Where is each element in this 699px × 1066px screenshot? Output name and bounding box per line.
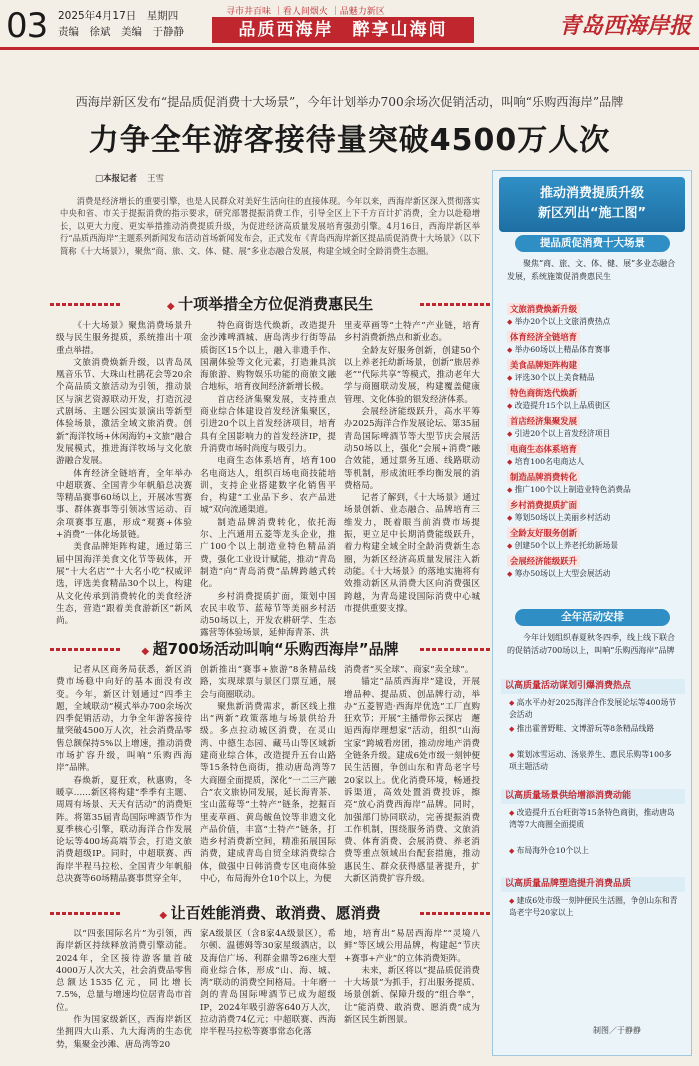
paragraph: 消费者“买全球”、商家“卖全球”。	[344, 665, 474, 675]
scene-tag: 制造品牌消费转化	[507, 471, 580, 483]
plan-bullet: ◆ 策划冰雪运动、汤泉养生、惠民乐购等100多项主题活动	[509, 749, 679, 773]
plan-subheading: 以高质量场景供给增添消费动能	[501, 789, 685, 804]
scene-body: ◆ 筹划50场以上美丽乡村活动	[507, 512, 682, 524]
header-banner: 品质西海岸 醉享山海间	[212, 17, 474, 43]
scene-body: ◆ 培育100名电商达人	[507, 456, 682, 468]
scene-body: ◆ 筹办50场以上大型会展活动	[507, 568, 682, 580]
scene-item	[507, 381, 682, 412]
scene-item	[507, 325, 682, 356]
scene-tag: 电商生态体系培育	[507, 443, 580, 455]
scene-body: ◆ 举办20个以上文旅消费热点	[507, 316, 682, 328]
plan-subheading: 以高质量活动谋划引爆消费热点	[501, 679, 685, 694]
paragraph: 地，培育出“易居西海岸”“灵境八鲜”等区域公用品牌，构建起“节庆+赛事+产业”的立体消费矩阵。	[344, 929, 480, 964]
sidebar-title-line: 新区列出“施工图”	[537, 206, 647, 221]
plan-bullet: ◆ 推出霍普野畦、文博游玩等8条精品线路	[509, 723, 679, 735]
plan-intro: 今年计划组织春夏秋冬四季，线上线下联合的促销活动700场以上，叫响“乐购西海岸”品牌	[507, 633, 675, 655]
scene-tag: 会展经济能级跃升	[507, 555, 580, 567]
paragraph: 未来，新区将以“提品质促消费十大场景”为抓手，打出服务提质、场景创新、保障升级的“组合拳”，让“能消费、敢消费、愿消费”成为新区民生新图景。	[344, 965, 480, 1026]
paragraph: 《十大场景》聚焦消费场景升级与民生服务提质，系统推出十项重点举措。	[56, 321, 192, 356]
scene-item	[507, 493, 682, 524]
paragraph: 全龄友好服务创新，创建50个以上养老托幼新场景，创新“旅居养老”“代际共享”等模式，推动老年大学与商圈联动发展，构建覆盖健康管理、文化体验的银发经济体系。	[344, 345, 480, 405]
paragraph: 乡村消费提质扩面，策划中国农民丰收节、蓝莓节等美丽乡村活动50场以上，开发农耕研学、生态露营等体验场景，延伸海青茶、洪	[200, 591, 336, 639]
section-heading-2	[50, 638, 490, 660]
sidebar-infographic	[492, 170, 692, 1056]
paragraph: 制造品牌消费转化，依托海尔、上汽通用五菱等龙头企业，推广100个以上制造业特色精品消费，强化工业设计赋能，推动“青岛制造”向“青岛消费”品牌跨越式转化。	[200, 517, 336, 590]
scene-item	[507, 409, 682, 440]
masthead	[0, 0, 699, 50]
scene-body: ◆ 改造提升15个以上品质街区	[507, 400, 682, 412]
scene-tag: 首店经济集聚发展	[507, 415, 580, 427]
scene-body: ◆ 评选30个以上美食精品	[507, 372, 682, 384]
paragraph: 文旅消费焕新升级，以青岛凤凰音乐节、大珠山杜鹃花会等20余个高品质文旅活动为引领，推动景区与演艺资源联动开发，打造沉浸式剧场、主题公园实景演出等新型体验场景，激活全域文旅消费。创新“海洋牧场+休闲海钓+文旅”融合发展模式，推进海洋牧场与文化旅游融合发展。	[56, 357, 192, 467]
editor-credits: 责编 徐斌 美编 于静静	[58, 26, 184, 38]
scene-item	[507, 521, 682, 552]
issue-date: 2025年4月17日 星期四	[58, 10, 179, 22]
plan-subheading: 以高质量品牌塑造提升消费品质	[501, 877, 685, 892]
paragraph: 记者从区商务局获悉，新区消费市场稳中向好的基本面没有改变。今年，新区计划通过“四季主题，全域联动”模式举办700余场次四季促销活动，力争全年游客接待量突破4500万人次，社会消费品零售总额保持5%以上增速，推动消费市场扩容升级，叫响“乐购西海岸”品牌。	[56, 665, 192, 774]
scene-tag: 乡村消费提质扩面	[507, 499, 580, 511]
sidebar-pill-scenes: 提品质促消费十大场景	[515, 235, 670, 252]
section-3-column-1	[56, 928, 192, 1058]
section-2-column-3	[344, 664, 480, 884]
newspaper-logo: 青岛西海岸报	[558, 13, 691, 39]
scene-item	[507, 465, 682, 496]
section-heading-1	[50, 293, 490, 315]
plan-bullet: ◆ 高水平办好2025海洋合作发展论坛等400场节会活动	[509, 697, 679, 721]
section-heading-3-text: ◆ 让百姓能消费、敢消费、愿消费	[159, 904, 380, 922]
paragraph: 锚定“品质西海岸”建设，开展增品种、提品质、创品牌行动，举办“五菱智造·西海岸优选”工厂直购狂欢节；开展“主播带你云探店 邂逅西海岸理想家”活动，组织“山海宝家”跨城看房团，推动房地产消费全链条升级。建成6处市级一刻钟便民生活圈，争创山东和青岛老字号20家以上。优化消费环境，畅通投诉渠道，高效处置消费投诉，擦亮“放心消费西海岸”品牌。同时，加强部门协同联动，完善提振消费工作机制，围绕服务消费、文旅消费、体育消费、会展消费、养老消费等重点领域出台配套措施，推动惠民生、群众获得感显著提升，扩大新区消费扩容升级。	[344, 677, 480, 885]
sidebar-pill-plan: 全年活动安排	[515, 609, 670, 626]
scene-tag: 全龄友好服务创新	[507, 527, 580, 539]
section-3-column-2	[200, 928, 336, 1058]
paragraph: 春焕新，夏狂欢，秋惠购，冬暖享……新区将构建“季季有主题、周周有场景、天天有活动”的消费矩阵。将第35届青岛国际啤酒节作为夏季核心引擎，联动海洋合作发展论坛等400场高端节会，打造文旅消费超级IP。同时，中超联赛、西海岸半程马拉松、全国青少年帆船总决赛等60场精品赛事贯穿全年，	[56, 775, 192, 885]
byline-name: 王雪	[147, 174, 165, 184]
paragraph: 美食品牌矩阵构建，通过第三届中国海洋美食文化节等载体，开展“十大名店”“十大名小吃”权威评选，评选美食精品30个以上，构建从文化传承到消费转化的美食经济生态，营造“跟着美食游新区”新风尚。	[56, 542, 192, 627]
byline	[95, 172, 164, 184]
header-slogans: 寻市井百味 ｜看人间烟火 ｜品魅力新区	[226, 7, 385, 17]
paragraph: 家A级景区（含8家4A级景区），希尔顿、温德姆等30家星级酒店，以及海信广场、利群金鼎等26座大型商业综合体，形成“山、海、城、湾”联动的消费空间格局。十年磨一剑的青岛国际啤酒节已成为超级IP，2024年吸引游客640万人次，拉动消费74亿元；中超联赛、西海岸半程马拉松等赛事常态化落	[200, 929, 336, 1038]
scene-body: ◆ 创建50个以上养老托幼新场景	[507, 540, 682, 552]
section-2-column-1	[56, 664, 192, 884]
article-kicker: 西海岸新区发布“提品质促消费十大场景”，今年计划举办700余场次促销活动，叫响“乐购西海岸”品牌	[75, 95, 624, 109]
scene-body: ◆ 引进20个以上首发经济项目	[507, 428, 682, 440]
paragraph: 创新推出“赛事+旅游”8条精品线路，实现球票与景区门票互通，展会与商圈联动。	[200, 665, 336, 700]
article-title: 力争全年游客接待量突破4500万人次	[88, 123, 611, 158]
plan-bullet: ◆ 改造提升五台旺街等15条特色商街，推动唐岛湾等7大商圈全面提质	[509, 807, 679, 831]
paragraph: 作为国家级新区，西海岸新区坐拥四大山系、九大海湾的生态优势，集聚金沙滩、唐岛湾等20	[56, 1015, 192, 1050]
section-1-column-1	[56, 320, 192, 627]
section-3-column-3	[344, 928, 480, 1058]
header-info	[58, 8, 184, 40]
paragraph: 电商生态体系培育，培育100名电商达人，组织百场电商技能培训，支持企业搭建数字化销售平台，构建“工业品下乡、农产品进城”双向流通渠道。	[200, 456, 336, 516]
scene-tag: 体育经济全链培育	[507, 331, 580, 343]
scene-tag: 文旅消费焕新升级	[507, 303, 580, 315]
sidebar-title-line: 推动消费提质升级	[539, 186, 644, 201]
sidebar-intro: 聚焦“商、旅、文、体、健、展”多业态融合发展，系统施策促消费惠民生	[507, 259, 676, 281]
scene-tag: 美食品牌矩阵构建	[507, 359, 580, 371]
scene-body: ◆ 举办60场以上精品体育赛事	[507, 344, 682, 356]
section-1-column-3	[344, 320, 480, 620]
paragraph: 会展经济能级跃升，高水平筹办2025海洋合作发展论坛、第35届青岛国际啤酒节等大型节庆会展活动50场以上，强化“会展+消费”融合效能，通过票务互通、线路联动等机制，形成流旺季均衡发展的消费格局。	[344, 407, 480, 491]
scene-item	[507, 353, 682, 384]
section-heading-1-text: ◆ 十项举措全方位促消费惠民生	[167, 295, 373, 313]
byline-label: □本报记者	[95, 174, 138, 184]
paragraph: 记者了解到，《十大场景》通过场景创新、业态融合、品牌培育三维发力，既着眼当前消费市场提振，更立足中长期消费能级跃升，着力构建全域全时全龄消费新生态圈，为新区经济高质量发展注入新动能。《十大场景》的落地实施将有效推动新区从消费大区向消费强区跨越，为青岛建设国际消费中心城市提供重要支撑。	[344, 493, 480, 614]
scene-item	[507, 437, 682, 468]
paragraph: 体育经济全链培育，全年举办中超联赛、全国青少年帆船总决赛等精品赛事60场以上，开展冰雪赛事、群体赛事等引领冰雪运动、百余项赛事互惠，形成“观赛+体验+消费”一体化场景链。	[56, 468, 192, 541]
graphic-credit: 制图／于静静	[593, 1026, 641, 1035]
scene-item	[507, 549, 682, 580]
paragraph: 以“四张国际名片”为引领，西海岸新区持续释放消费引擎动能。2024年，全区接待游客量首破4000万人次大关，社会消费品零售总额达1535亿元，同比增长7.5%，总量与增速均位居青岛市首位。	[56, 929, 192, 1013]
page-number: 03	[6, 6, 48, 46]
section-heading-3	[50, 902, 490, 924]
paragraph: 里麦草画等“土特产”产业链，培育乡村消费新热点和新业态。	[344, 321, 480, 344]
plan-bullet: ◆ 布局海外仓10个以上	[509, 845, 679, 857]
section-1-column-2	[200, 320, 336, 639]
scene-body: ◆ 推广100个以上制造业特色消费品	[507, 484, 682, 496]
plan-bullet: ◆ 建成6处市级一刻钟便民生活圈，争创山东和青岛老字号20家以上	[509, 895, 679, 919]
article-lead: 消费是经济增长的重要引擎，也是人民群众对美好生活向往的直接体现。今年以来，西海岸新区深入贯彻落实中央和省、市关于提振消费的指示要求，研究部署提振消费工作，引导全区上下千方百计扩消费，全力以赴稳增长，以更大力度、更实举措推动消费提质升级，为促进经济高质量发展培育强劲引擎。4月16日，西海岸新区举行“品质西海岸”主题系列新闻发布活动首场新闻发布会，正式发布《青岛西海岸新区提品质促消费十大场景》（以下简称《十大场景》），聚焦“商、旅、文、体、健、展”多业态融合发展，构建全域全时全龄消费生态圈。	[60, 196, 480, 256]
section-2-column-2	[200, 664, 336, 884]
scene-tag: 特色商街迭代焕新	[507, 387, 580, 399]
sidebar-title	[499, 177, 685, 232]
paragraph: 聚焦新消费需求，新区线上推出“两新”政策落地与场景供给升级。多点拉动城区消费，在灵山湾、中德生态园、藏马山等区域新建商业综合体，改造提升五台山路等15条特色商街，推动唐岛湾等7大商圈全面提质，深化“一二三产融合”农文旅协同发展，延长海青茶、宝山蓝莓等“土特产”链条，挖掘百里麦草画、黄岛鲅鱼饺等非遗文化产品价值，丰富“土特产”链条，打造乡村消费新空间，精准拓展国际消费，建成青岛自贸全球消费综合体，做强中日韩消费专区电商体验中心，布局海外仓10个以上，为便	[200, 701, 336, 885]
paragraph: 特色商街迭代焕新，改造提升金沙滩啤酒城、唐岛湾步行街等品质街区15个以上，融入非遗手作、国潮体验等文化元素，打造兼具滨海旅游、购物娱乐功能的商旅文融合地标，培育夜间经济新增长极。	[200, 321, 336, 393]
section-heading-2-text: ◆ 超700场活动叫响“乐购西海岸”品牌	[141, 640, 398, 658]
paragraph: 首店经济集聚发展，支持重点商业综合体建设首发经济集聚区，引进20个以上首发经济项目，培育具有全国影响力的首发经济IP，提升消费市场时尚度与吸引力。	[200, 394, 336, 454]
scene-item	[507, 297, 682, 328]
